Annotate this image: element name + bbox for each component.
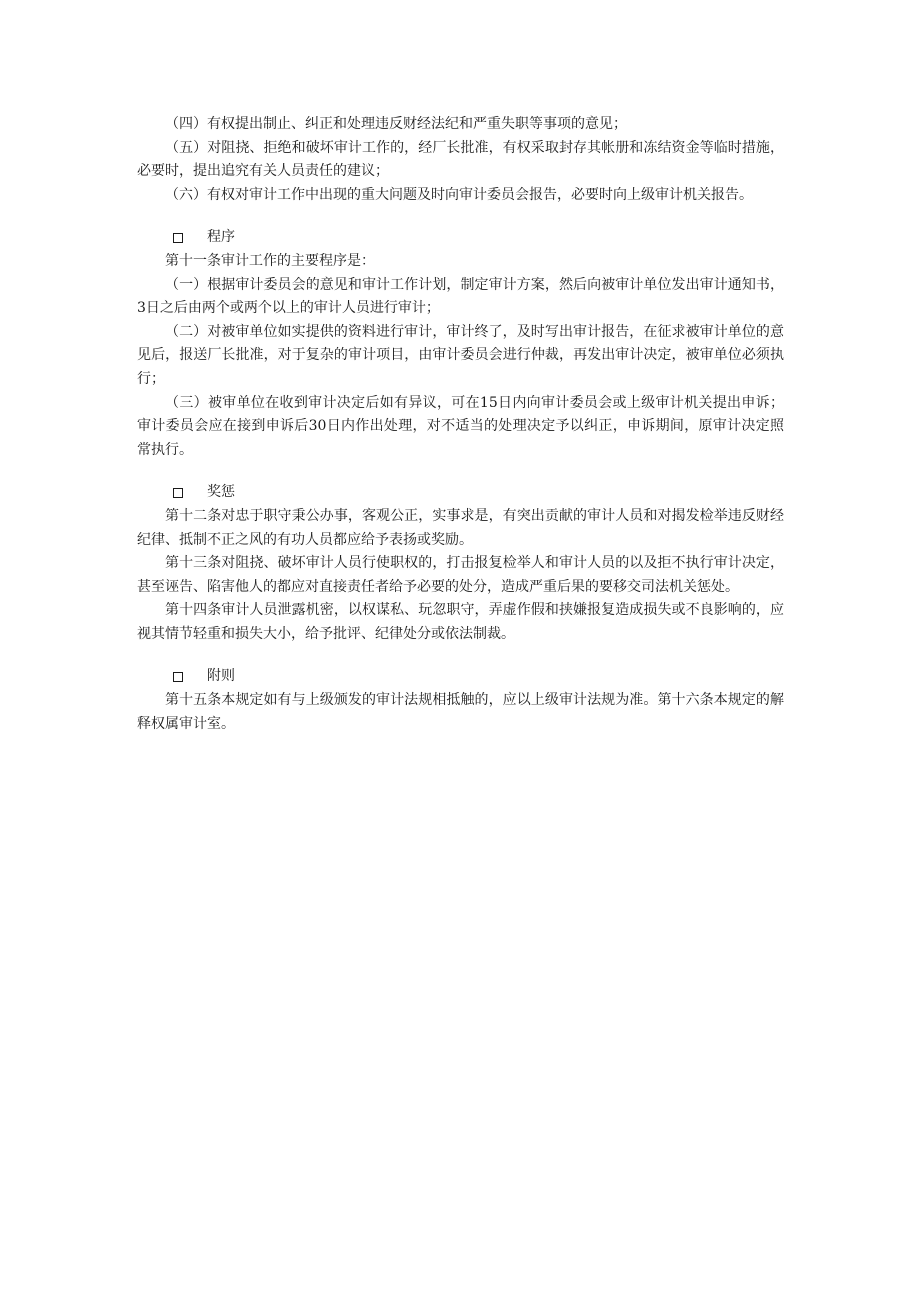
section-heading-label: 程序 (207, 229, 235, 246)
paragraph: 第十二条对忠于职守秉公办事，客观公正，实事求是，有突出贡献的审计人员和对揭发检举违反财经纪律、抵制不正之风的有功人员都应给予表扬或奖励。 (137, 507, 784, 548)
section-supplementary (137, 665, 784, 736)
paragraph: （六）有权对审计工作中出现的重大问题及时向审计委员会报告，必要时向上级审计机关报告。 (165, 186, 753, 203)
section-procedure (137, 226, 784, 462)
section-spacer (137, 646, 784, 665)
paragraph: 第十一条审计工作的主要程序是： (165, 252, 375, 269)
section-rewards-penalties (137, 481, 784, 646)
paragraph: 第十四条审计人员泄露机密，以权谋私、玩忽职守，弄虚作假和挟嫌报复造成损失或不良影响的，应视其情节轻重和损失大小，给予批评、纪律处分或依法制裁。 (137, 602, 784, 642)
section-heading (137, 481, 784, 505)
document-page (137, 113, 784, 736)
paragraph: （三）被审单位在收到审计决定后如有异议，可在15日内向审计委员会或上级审计机关提出申诉；审计委员会应在接到申诉后30日内作出处理，对不适当的处理决定予以纠正，申诉期间，原审计决定照常执行。 (137, 394, 784, 458)
section-powers (137, 113, 784, 207)
paragraph: 第十五条本规定如有与上级颁发的审计法规相抵触的，应以上级审计法规为准。第十六条本规定的解释权属审计室。 (137, 692, 784, 732)
paragraph: （二）对被审单位如实提供的资料进行审计，审计终了，及时写出审计报告，在征求被审计单位的意见后，报送厂长批准，对于复杂的审计项目，由审计委员会进行仲裁，再发出审计决定，被审单位必须执行； (137, 323, 784, 387)
checkbox-icon (173, 672, 183, 682)
section-heading (137, 226, 784, 250)
checkbox-icon (173, 233, 183, 243)
paragraph: （一）根据审计委员会的意见和审计工作计划，制定审计方案，然后向被审计单位发出审计通知书，3日之后由两个或两个以上的审计人员进行审计； (137, 276, 784, 317)
paragraph: 第十三条对阻挠、破坏审计人员行使职权的，打击报复检举人和审计人员的以及拒不执行审计决定，甚至诬告、陷害他人的都应对直接责任者给予必要的处分，造成严重后果的要移交司法机关惩处。 (137, 555, 784, 595)
section-heading-label: 奖惩 (207, 484, 235, 501)
paragraph: （五）对阻挠、拒绝和破坏审计工作的，经厂长批准，有权采取封存其帐册和冻结资金等临时措施，必要时，提出追究有关人员责任的建议； (137, 139, 784, 180)
checkbox-icon (173, 488, 183, 498)
section-spacer (137, 207, 784, 226)
section-heading (137, 665, 784, 689)
paragraph: （四）有权提出制止、纠正和处理违反财经法纪和严重失职等事项的意见； (165, 116, 627, 132)
section-spacer (137, 462, 784, 481)
section-heading-label: 附则 (207, 668, 235, 685)
